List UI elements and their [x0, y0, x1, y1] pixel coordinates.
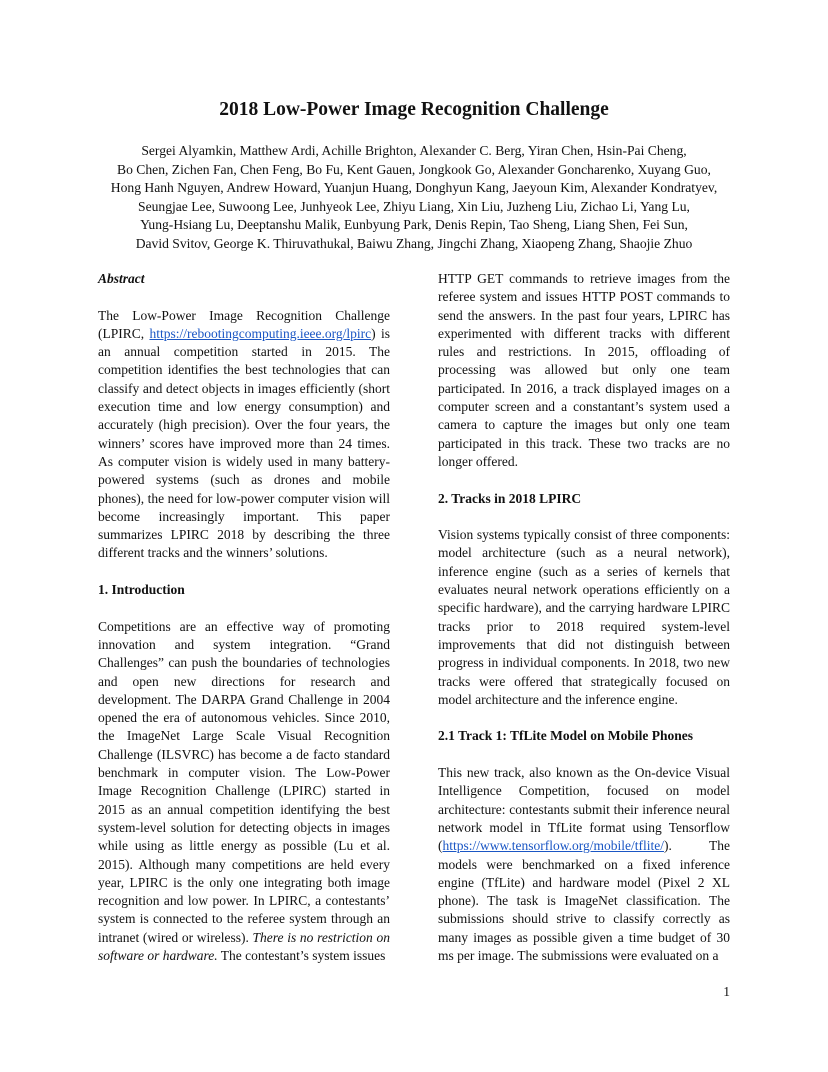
track1-paragraph: [438, 764, 730, 965]
abstract-text-cont: ) is an annual competition started in 2015. The competition identifies the best technologies that can classify and detect objects in images efficiently (short execution time and low energy consumption) and accurately (high precision). Over the four years, the winners’ scores have improved more than 24 times. As computer vision is widely used in many battery-powered systems (such as drones and mobile phones), the need for low-power computer vision will become increasingly important. This paper summarizes LPIRC 2018 by describing the three different tracks and the winners’ solutions.: [98, 325, 390, 561]
author-line: Seungjae Lee, Suwoong Lee, Junhyeok Lee, Zhiyu Liang, Xin Liu, Juzheng Liu, Zichao Li, Yang Lu,: [138, 198, 690, 214]
page-number: 1: [723, 984, 730, 999]
intro-text-end: The contestant’s system issues: [217, 947, 386, 963]
left-column: [98, 270, 390, 965]
track1-text: This new track, also known as the On-device Visual Intelligence Competition, focused on model architecture: contestants submit their inference neural network model in TfLite format using Tensorflow (: [438, 765, 730, 854]
abstract-text: The Low-Power Image Recognition Challenge (LPIRC,: [98, 307, 390, 341]
intro-text: Competitions are an effective way of promoting innovation and system integration. “Grand Challenges” can push the boundaries of technologies and open new directions for research and development. The DARPA Grand Challenge in 2004 opened the era of autonomous vehicles. Since 2010, the ImageNet Large Scale Visual Recognition Challenge (ILSVRC) has become a de facto standard benchmark in computer vision. The Low-Power Image Recognition Challenge (LPIRC) started in 2015 as an annual competition identifying the best system-level solution for detecting objects in images while using as little energy as possible (Lu et al. 2015). Although many competitions are held every year, LPIRC is the only one integrating both image recognition and low power. In LPIRC, a contestants’ system is connected to the referee system through an intranet (wired or wireless).: [98, 618, 390, 945]
author-line: Sergei Alyamkin, Matthew Ardi, Achille Brighton, Alexander C. Berg, Yiran Chen, Hsin-Pai Cheng,: [141, 143, 687, 158]
author-line: David Svitov, George K. Thiruvathukal, Baiwu Zhang, Jingchi Zhang, Xiaopeng Zhang, Shaojie Zhuo: [135, 235, 693, 251]
track1-heading: 2.1 Track 1: TfLite Model on Mobile Phones: [438, 728, 693, 744]
author-line: Yung-Hsiang Lu, Deeptanshu Malik, Eunbyung Park, Denis Repin, Tao Sheng, Liang Shen, Fei Sun,: [140, 217, 688, 232]
right-column: [438, 270, 730, 965]
introduction-heading: 1. Introduction: [98, 582, 185, 598]
author-list: [90, 142, 738, 253]
paper-title: 2018 Low-Power Image Recognition Challenge: [219, 99, 609, 120]
tracks-paragraph: Vision systems typically consist of three components: model architecture (such as a neural network), inference engine (such as a series of kernels that evaluates neural network operations efficiently on a specific hardware), and the carrying hardware LPIRC tracks prior to 2018 required system-level improvements that did not distinguish between progress in individual components. In 2018, two new tracks were offered that strategically focused on model architecture and the inference engine.: [438, 527, 730, 707]
intro-italic-text: There is no restriction on software or hardware.: [98, 929, 390, 963]
introduction-paragraph: [98, 618, 390, 966]
abstract-paragraph: [98, 307, 390, 563]
lpirc-link[interactable]: https://rebootingcomputing.ieee.org/lpirc: [149, 325, 372, 341]
tracks-heading: 2. Tracks in 2018 LPIRC: [438, 490, 582, 506]
tflite-link[interactable]: https://www.tensorflow.org/mobile/tflite/: [442, 838, 664, 854]
track1-text-cont: ). The models were benchmarked on a fixed inference engine (TfLite) and hardware model (Pixel 2 XL phone). The task is ImageNet classification. The submissions should strive to classify correctly as many images as possible given a time budget of 30 ms per image. The submissions were evaluated on a: [438, 838, 730, 963]
author-line: Bo Chen, Zichen Fan, Chen Feng, Bo Fu, Kent Gauen, Jongkook Go, Alexander Goncharenko, Xuyang Guo,: [117, 161, 711, 177]
abstract-heading: Abstract: [98, 271, 145, 286]
introduction-continued-paragraph: HTTP GET commands to retrieve images from the referee system and issues HTTP POST commands to send the answers. In the past four years, LPIRC has experimented with different tracks with different rules and restrictions. In 2015, offloading of processing was allowed but only one team participated. In 2016, a track displayed images on a computer screen and a constantant’s system used a camera to capture the images but only one team participated in this track. These two tracks are no longer offered.: [438, 271, 730, 469]
author-line: Hong Hanh Nguyen, Andrew Howard, Yuanjun Huang, Donghyun Kang, Jaeyoun Kim, Alexander Kondratyev,: [110, 180, 718, 195]
